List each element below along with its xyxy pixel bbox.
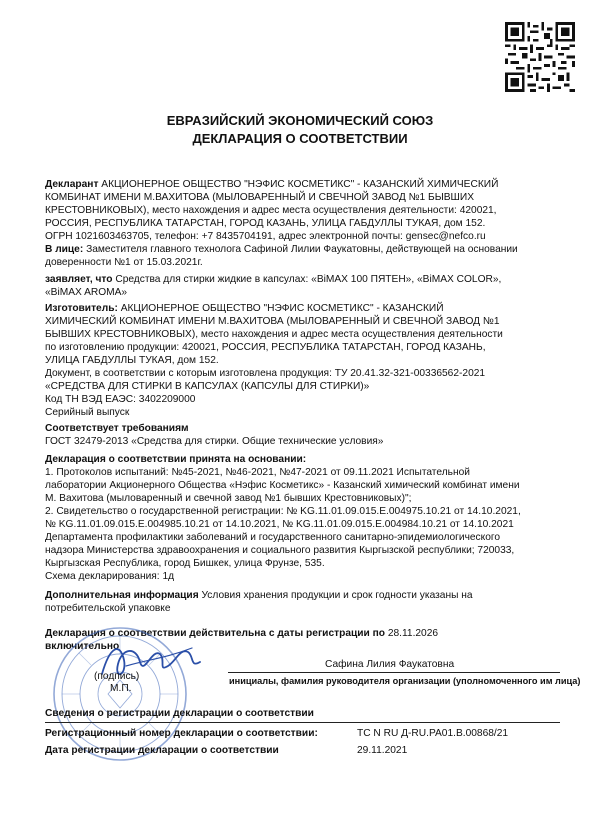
manufacturer-line-3: БЫВШИХ КРЕСТОВНИКОВЫХ), место нахождения и адрес места осуществления деятельности [45,329,503,340]
basis-line-5: № KG.11.01.09.015.E.004985.10.21 от 14.10.2021, № KG.11.01.09.015.E.004984.10.21 от 14.10.2021 [45,519,514,530]
manufacturer-line-2: ХИМИЧЕСКИЙ КОМБИНАТ ИМЕНИ М.ВАХИТОВА (МЫЛОВАРЕННЫЙ И СВЕЧНОЙ ЗАВОД №1 [45,316,500,327]
declarant-line-1 [45,179,498,192]
manufacturer-line-1 [45,303,444,316]
additional-line-1 [45,590,473,603]
manufacturer-line-4: по изготовлению продукции: 420021, РОССИЯ, РЕСПУБЛИКА ТАТАРСТАН, ГОРОД КАЗАНЬ, [45,342,486,353]
validity-date: 28.11.2026 [387,628,439,639]
product-name-line: «СРЕДСТВА ДЛЯ СТИРКИ В КАПСУЛАХ (КАПСУЛЫ ДЛЯ СТИРКИ)» [45,381,370,392]
signer-underline [228,672,560,673]
basis-line-8: Кыргызская Республика, город Бишкек, улица Фрунзе, 535. [45,558,325,569]
requirements-label: Соответствует требованиям [45,423,189,434]
manufacturer-text: АКЦИОНЕРНОЕ ОБЩЕСТВО "НЭФИС КОСМЕТИКС" - КАЗАНСКИЙ [120,303,444,314]
additional-label: Дополнительная информация [45,590,199,601]
basis-label: Декларация о соответствии принята на основании: [45,454,307,465]
claims-label: заявляет, что [45,274,113,285]
signer-caption: инициалы, фамилия руководителя организации (уполномоченного им лица) [229,676,581,686]
declarant-line-5: ОГРН 1021603463705, телефон: +7 8435704191, адрес электронной почты: gensec@nefco.ru [45,231,486,242]
page-title: ДЕКЛАРАЦИЯ О СООТВЕТСТВИИ [192,131,408,146]
validity-label: Декларация о соответствии действительна с даты регистрации по [45,628,385,639]
serial-release: Серийный выпуск [45,407,130,418]
basis-line-2: лаборатории Акционерного Общества «Нэфис Косметикс» - Казанский химический комбинат имени [45,480,520,491]
registration-date-label: Дата регистрации декларации о соответствии [45,745,279,756]
registration-divider [45,722,560,723]
registration-date-value: 29.11.2021 [357,745,408,756]
additional-line-2: потребительской упаковке [45,603,171,614]
additional-text: Условия хранения продукции и срок годности указаны на [201,590,473,601]
claims-text: Средства для стирки жидкие в капсулах: «BiMAX 100 ПЯТЕН», «BiMAX COLOR», [115,274,502,285]
basis-line-7: надзора Министерства здравоохранения и социального развития Кыргызской республики; 720033, [45,545,515,556]
person-line-1 [45,244,518,257]
signature-caption: (подпись) [94,671,140,682]
declarant-text: АКЦИОНЕРНОЕ ОБЩЕСТВО "НЭФИС КОСМЕТИКС" - КАЗАНСКИЙ ХИМИЧЕСКИЙ [101,179,499,190]
person-line-2: доверенности №1 от 15.03.2021г. [45,257,203,268]
basis-line-3: М. Вахитова (мыловаренный и свечной завод №1 бывших Крестовниковых)"; [45,493,412,504]
person-label: В лице: [45,244,84,255]
registration-number-value: ТС N RU Д-RU.PA01.B.00868/21 [357,728,509,739]
qr-code-icon [505,22,575,92]
manufacturer-line-5: УЛИЦА ГАБДУЛЛЫ ТУКАЯ, дом 152. [45,355,219,366]
requirements-text: ГОСТ 32479-2013 «Средства для стирки. Общие технические условия» [45,436,384,447]
declarant-line-2: КОМБИНАТ ИМЕНИ М.ВАХИТОВА (МЫЛОВАРЕННЫЙ И СВЕЧНОЙ ЗАВОД №1 БЫВШИХ [45,192,474,203]
person-text: Заместителя главного технолога Сафиной Лилии Фаукатовны, действующей на основании [86,244,518,255]
validity-inclusive: включительно [45,641,120,652]
signer-name: Сафина Лилия Фаукатовна [325,659,455,670]
manufacturer-label: Изготовитель: [45,303,118,314]
basis-line-6: Департамента профилактики заболеваний и государственного санитарно-эпидемиологического [45,532,501,543]
registration-title: Сведения о регистрации декларации о соответствии [45,708,314,719]
claims-line-1 [45,274,501,287]
basis-line-4: 2. Свидетельство о государственной регистрации: № KG.11.01.09.015.E.004975.10.21 от 14.10.2021, [45,506,521,517]
stamp-mp: М.П. [110,683,132,694]
claims-line-2: «BiMAX AROMA» [45,287,128,298]
declarant-line-3: КРЕСТОВНИКОВЫХ), место нахождения и адрес места осуществления деятельности: 420021, [45,205,497,216]
scheme-line: Схема декларирования: 1д [45,571,175,582]
document-line: Документ, в соответствии с которым изготовлена продукция: ТУ 20.41.32-321-00336562-2021 [45,368,486,379]
registration-number-label: Регистрационный номер декларации о соответствии: [45,728,318,739]
declarant-label: Декларант [45,179,99,190]
basis-line-1: 1. Протоколов испытаний: №45-2021, №46-2021, №47-2021 от 09.11.2021 Испытательной [45,467,470,478]
union-title: ЕВРАЗИЙСКИЙ ЭКОНОМИЧЕСКИЙ СОЮЗ [166,113,434,128]
declarant-line-4: РОССИЯ, РЕСПУБЛИКА ТАТАРСТАН, ГОРОД КАЗАНЬ, УЛИЦА ГАБДУЛЛЫ ТУКАЯ, дом 152. [45,218,486,229]
tnved-code: Код ТН ВЭД ЕАЭС: 3402209000 [45,394,196,405]
